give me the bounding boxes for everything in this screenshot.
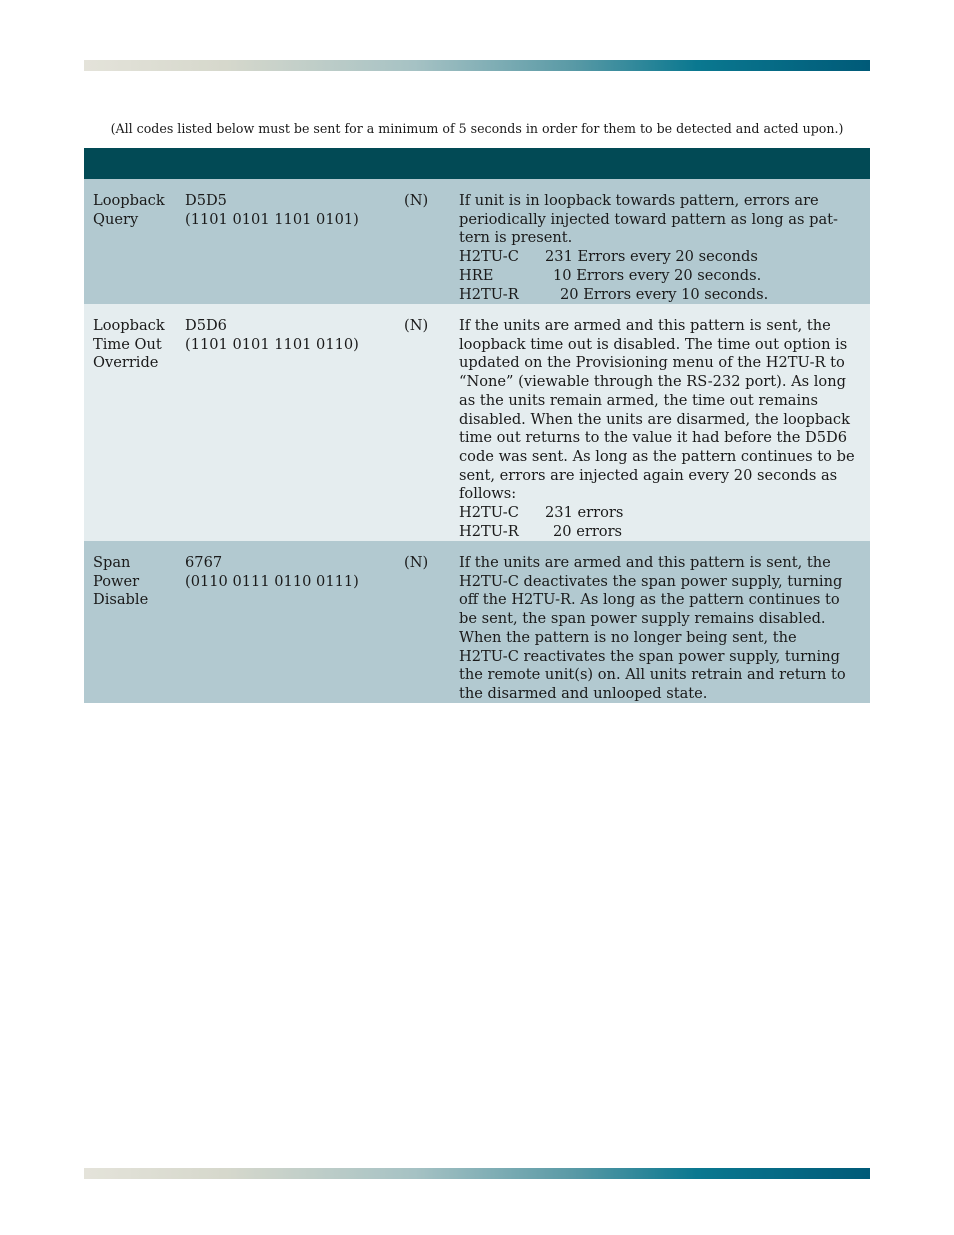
code-value: D5D5 (1101 0101 1101 0101): [185, 192, 359, 228]
code-value: D5D6 (1101 0101 1101 0110): [185, 317, 359, 353]
code-value: 6767 (0110 0111 0110 0111): [185, 554, 359, 590]
code-description: If the units are armed and this pattern is sent, the H2TU-C deactivates the span power supply, turning off the H2TU-R. As long as the pattern continues to be sent, the span power supply remains disabled. When the pattern is no longer being sent, the H2TU-C reactivates the span power supply, turning the remote unit(s) on. All units retrain and return to the disarmed and unlooped state.: [459, 554, 846, 702]
error-line: H2TU-R 20 errors: [459, 522, 623, 540]
table-header-bar: [84, 148, 870, 179]
code-name: Span Power Disable: [93, 554, 149, 609]
table-row: [84, 179, 870, 304]
code-description: If the units are armed and this pattern is sent, the loopback time out is disabled. The time out option is updated on the Provisioning menu of the H2TU-R to “None” (viewable through the RS-232 port). As long as the units remain armed, the time out remains disabled. When the units are disarmed, the loopback time out returns to the value it had before the D5D6 code was sent. As long as the pattern continues to be sent, errors are injected again every 20 seconds as follows: H2TU-C 231 errors H2TU-R 20 errors: [459, 317, 864, 541]
error-line: H2TU-C 231 Errors every 20 seconds: [459, 248, 758, 266]
error-line: H2TU-C 231 errors: [459, 504, 624, 522]
footer-gradient-rule: [84, 1168, 870, 1179]
table-row: [84, 541, 870, 703]
code-name: Loopback Query: [93, 192, 165, 228]
header-gradient-rule: [84, 60, 870, 71]
code-description: If unit is in loopback towards pattern, errors are periodically injected toward pattern as long as pat- tern is present. H2TU-C 231 Errors every 20 seconds HRE 10 Errors every 20 seconds. H2TU-R 20 Errors every 10 seconds.: [459, 192, 864, 304]
error-line: HRE 10 Errors every 20 seconds.: [459, 266, 762, 284]
code-flag: (N): [404, 192, 429, 209]
code-name: Loopback Time Out Override: [93, 317, 165, 372]
table-note: (All codes listed below must be sent for a minimum of 5 seconds in order for them to be detected and acted upon.): [110, 121, 844, 136]
error-line: H2TU-R 20 Errors every 10 seconds.: [459, 285, 769, 303]
loopback-codes-table: [84, 148, 870, 703]
table-row: [84, 304, 870, 541]
code-flag: (N): [404, 317, 429, 334]
code-flag: (N): [404, 554, 429, 571]
